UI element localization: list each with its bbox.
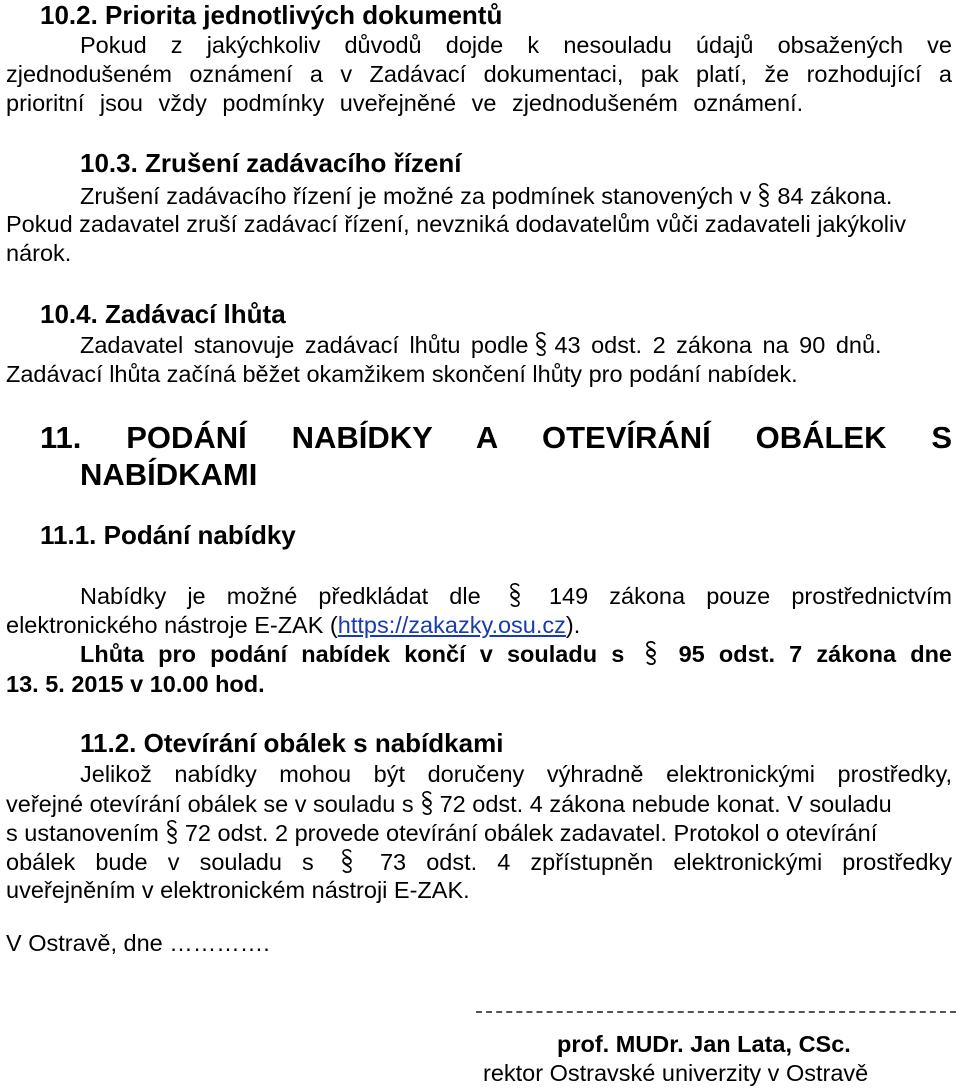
section-11-heading-line-1: 11. PODÁNÍ NABÍDKY A OTEVÍRÁNÍ OBÁLEK S [40,420,952,455]
section-10-3-line-3: nárok. [6,240,72,266]
section-sign-icon [757,182,771,208]
section-sign-icon [420,790,434,816]
section-11-1-line-1: Nabídky je možné předkládat dle 149 zákona pouze prostřednictvím [80,583,952,609]
section-10-2-heading: 10.2. Priorita jednotlivých dokumentů [40,0,503,30]
section-sign-icon [340,848,354,874]
section-10-2-line-2: zjednodušeném oznámení a v Zadávací dokumentaci, pak platí, že rozhodující a [6,61,952,87]
section-11-1-line-3: Lhůta pro podání nabídek končí v souladu s 95 odst. 7 zákona dne [80,641,953,667]
section-10-3-line-2: Pokud zadavatel zruší zadávací řízení, nevzniká dodavatelům vůči zadavateli jakýkoliv [6,211,906,237]
section-10-4-heading: 10.4. Zadávací lhůta [40,299,286,329]
place-date-line: V Ostravě, dne …………. [6,930,270,956]
section-11-1-line-4: 13. 5. 2015 v 10.00 hod. [6,671,265,697]
section-10-2-line-3: prioritní jsou vždy podmínky uveřejněné ve zjednodušeném oznámení. [6,90,804,116]
section-11-2-line-3: s ustanovením 72 odst. 2 provede otevírání obálek zadavatel. Protokol o otevírání [6,820,878,846]
section-sign-icon [534,331,548,357]
section-11-2-line-2: veřejné otevírání obálek se v souladu s 72 odst. 4 zákona nebude konat. V souladu [6,791,892,817]
section-10-3-line-1: Zrušení zadávacího řízení je možné za podmínek stanovených v 84 zákona. [80,183,893,209]
section-10-3-heading: 10.3. Zrušení zadávacího řízení [80,148,462,178]
section-11-heading-line-2: NABÍDKAMI [80,457,258,492]
section-11-2-line-4: obálek bude v souladu s 73 odst. 4 zpřístupněn elektronickými prostředky [6,849,953,875]
section-sign-icon [508,582,522,608]
section-11-2-heading: 11.2. Otevírání obálek s nabídkami [80,728,504,758]
signatory-name: prof. MUDr. Jan Lata, CSc. [557,1031,851,1057]
section-10-2-line-1: Pokud z jakýchkoliv důvodů dojde k nesouladu údajů obsažených ve [80,32,952,58]
signatory-title: rektor Ostravské univerzity v Ostravě [483,1060,869,1086]
section-10-4-line-2: Zadávací lhůta začíná běžet okamžikem skončení lhůty pro podání nabídek. [6,361,798,387]
section-sign-icon [644,640,658,666]
section-11-1-heading: 11.1. Podání nabídky [40,520,296,550]
section-10-4-line-1: Zadavatel stanovuje zadávací lhůtu podle 43 odst. 2 zákona na 90 dnů. [80,332,882,358]
section-sign-icon [165,819,179,845]
ezak-link[interactable]: https://zakazky.osu.cz [337,612,566,638]
signature-line [476,1011,956,1013]
section-11-2-line-1: Jelikož nabídky mohou být doručeny výhradně elektronickými prostředky, [80,761,952,787]
section-11-1-line-2: elektronického nástroje E-ZAK (https://zakazky.osu.cz). [6,612,581,638]
section-11-2-line-5: uveřejněním v elektronickém nástroji E-ZAK. [6,877,470,903]
